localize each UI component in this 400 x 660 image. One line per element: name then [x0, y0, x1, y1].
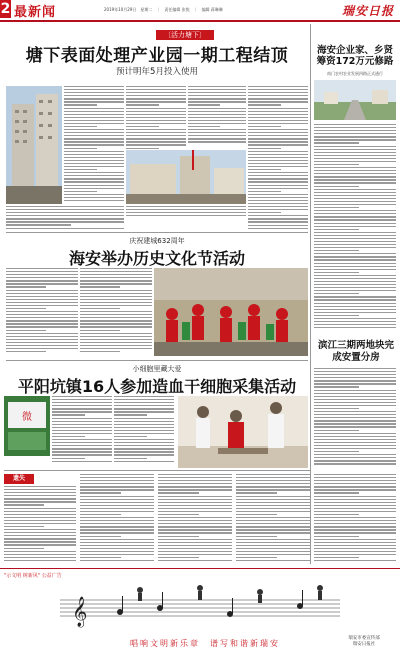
section-divider — [6, 360, 308, 361]
photo-caption — [126, 206, 246, 220]
svg-text:微: 微 — [22, 412, 32, 423]
notice-text — [314, 474, 396, 566]
body-text — [52, 396, 112, 466]
section-divider — [4, 470, 310, 471]
right-subheadline: 南门农村农业发展四路正式通行 — [327, 71, 383, 76]
right-headline-2: 滨江三期两地块完成安置分房 — [317, 340, 394, 363]
ad-label: "示文明 树新风" 公益广告 — [4, 573, 62, 579]
notice-text — [158, 474, 232, 566]
industrial-park-photo — [126, 150, 246, 204]
construction-photo — [6, 86, 62, 204]
notice-text — [236, 474, 310, 566]
body-text — [6, 268, 78, 356]
column-divider — [310, 24, 311, 564]
road-photo — [314, 80, 396, 120]
notice-text — [80, 474, 154, 566]
svg-text:𝄞: 𝄞 — [72, 597, 88, 627]
body-text — [6, 206, 124, 232]
notice-text — [4, 486, 76, 566]
body-text — [64, 86, 124, 204]
body-text — [248, 86, 308, 234]
header-rule — [0, 20, 400, 22]
section-title: 最新闻 — [14, 5, 57, 20]
body-text — [80, 268, 152, 356]
advertisement — [4, 396, 50, 456]
right-headline: 海安企业家、乡贤筹资172万元修路 — [316, 45, 394, 67]
subheadline: 预计明年5月投入使用 — [116, 67, 198, 77]
body-text — [314, 124, 396, 334]
masthead-logo: 瑞安日报 — [341, 4, 394, 18]
body-text — [314, 368, 396, 468]
body-text — [188, 86, 246, 146]
headline: 海安举办历史文化节活动 — [68, 249, 245, 268]
section-divider — [6, 232, 308, 233]
band-rule — [0, 568, 400, 569]
article-kicker: 小细胞里藏大爱 — [132, 365, 182, 373]
headline: 塘下表面处理产业园一期工程结顶 — [25, 46, 289, 66]
donation-photo — [178, 396, 308, 468]
body-text — [114, 396, 174, 466]
page-number: 2 — [0, 1, 11, 17]
header-info: 2019年10月29日 星期二 ｜ 责任编辑 张悦 ｜ 编辑 蒋琳琳 — [104, 7, 223, 12]
sponsor: 瑞安市委宣传部 瑞安日报社 — [348, 636, 380, 647]
notices-heading: 遗失 — [4, 474, 34, 484]
headline: 平阳坑镇16人参加造血干细胞采集活动 — [17, 377, 297, 396]
slogan: 唱响文明新乐章 谱写和谐新瑞安 — [130, 639, 280, 648]
article-kicker: 庆祝建城632周年 — [129, 237, 185, 245]
festival-photo — [154, 268, 308, 356]
article-kicker: 〔活力塘下〕 — [156, 30, 214, 40]
